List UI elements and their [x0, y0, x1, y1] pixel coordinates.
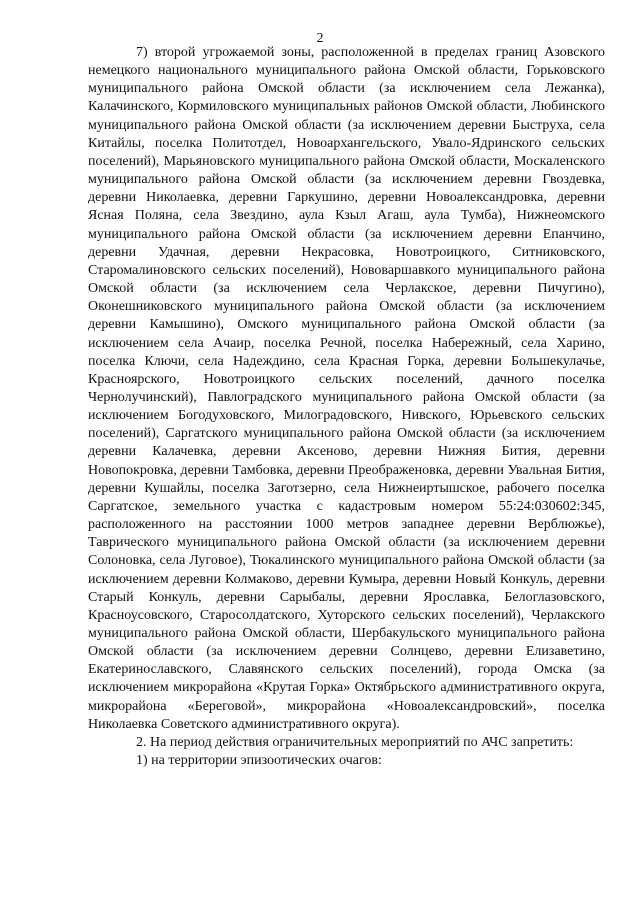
document-body — [88, 44, 605, 770]
paragraph-prohibitions-heading: 2. На период действия ограничительных мероприятий по АЧС запретить: — [136, 734, 574, 750]
paragraph-second-threatened-zone: 7) второй угрожаемой зоны, расположенной в пределах границ Азовского немецкого национального муниципального района Омской области, Горьковского муниципального района Омской области (за исключением села Лежанка), Калачинского, Кормиловского муниципальных районов Омской области, Любинского муниципального района Омской области (за исключением деревни Быструха, села Китайлы, поселка Политотдел, Новоархангельского, Увало-Ядринского сельских поселений), Марьяновского муниципального района Омской области, Москаленского муниципального района Омской области (за исключением деревни Гвоздевка, деревни Николаевка, деревни Гаркушино, деревни Новоалександровка, деревни Ясная Поляна, села Звездино, аула Кзыл Агаш, аула Тумба), Нижнеомского муниципального района Омской области (за исключением деревни Епанчино, деревни Удачная, деревни Некрасовка, Новотроицкого, Ситниковского, Старомалиновского сельских поселений), Нововаршавкого муниципального района Омской области (за исключением села Черлакское, деревни Пичугино), Оконешниковского муниципального района Омской области (за исключением деревни Камышино), Омского муниципального района Омской области (за исключением села Ачаир, поселка Речной, поселка Набережный, села Харино, поселка Ключи, села Надеждино, села Красная Горка, деревни Большекулачье, Красноярского, Новотроицкого сельских поселений, дачного поселка Чернолучинский), Павлоградского муниципального района Омской области (за исключением Богодуховского, Милоградовского, Нивского, Юрьевского сельских поселений), Саргатского муниципального района Омской области (за исключением деревни Калачевка, деревни Аксеново, деревни Нижняя Бития, деревни Новопокровка, деревни Тамбовка, деревни Преображеновка, деревни Увальная Бития, деревни Кушайлы, поселка Заготзерно, села Нижнеиртышское, рабочего поселка Саргатское, земельного участка с кадастровым номером 55:24:030602:345, расположенного на расстоянии 1000 метров западнее деревни Верблюжье), Таврического муниципального района Омской области (за исключением деревни Солоновка, села Луговое), Тюкалинского муниципального района Омской области (за исключением деревни Колмаково, деревни Кумыра, деревни Новый Конкуль, деревни Старый Конкуль, деревни Сарыбалы, деревни Ярославка, Белоглазовского, Красноусовского, Старосолдатского, Хуторского сельских поселений), Черлакского муниципального района Омской области, Шербакульского муниципального района Омской области (за исключением деревни Солнцево, деревни Елизаветино, Екатеринославского, Славянского сельских поселений), города Омска (за исключением микрорайона «Крутая Горка» Октябрьского административного округа, микрорайона «Береговой», микрорайона «Новоалександровский», поселка Николаевка Советского административного округа). — [88, 45, 605, 732]
paragraph-epizootic-foci: 1) на территории эпизоотических очагов: — [136, 753, 382, 769]
page-number: 2 — [316, 31, 324, 46]
